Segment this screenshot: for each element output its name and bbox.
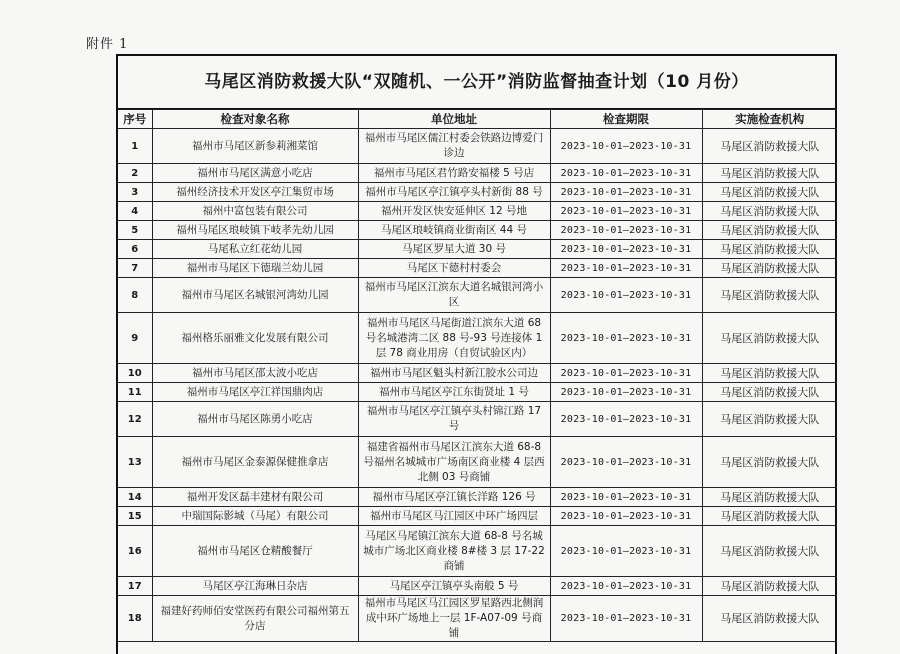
table-row <box>118 507 837 526</box>
row-address: 马尾区琅岐镇商业街南区 44 号 <box>358 221 550 240</box>
row-address: 马尾区罗星大道 30 号 <box>358 240 550 259</box>
row-address: 福州市马尾区江滨东大道名城银河湾小区 <box>358 278 550 313</box>
row-name: 福州格乐丽雅文化发展有限公司 <box>152 313 358 364</box>
row-name: 马尾区亭江海琳日杂店 <box>152 577 358 596</box>
row-address: 福州市马尾区君竹路安福楼 5 号店 <box>358 164 550 183</box>
row-name: 福州市马尾区满意小吃店 <box>152 164 358 183</box>
table-row <box>118 183 837 202</box>
row-address: 马尾区亭江镇亭头南般 5 号 <box>358 577 550 596</box>
row-address: 福建省福州市马尾区江滨东大道 68-8 号福州名城城市广场南区商业楼 4 层西北侧 03 号商铺 <box>358 437 550 488</box>
row-period: 2023-10-01—2023-10-31 <box>550 596 702 642</box>
table-row <box>118 596 837 642</box>
row-number: 14 <box>118 488 152 507</box>
table-row <box>118 129 837 164</box>
row-agency: 马尾区消防救援大队 <box>702 364 837 383</box>
row-number: 5 <box>118 221 152 240</box>
row-name: 福州开发区磊丰建材有限公司 <box>152 488 358 507</box>
row-period: 2023-10-01—2023-10-31 <box>550 278 702 313</box>
row-period: 2023-10-01—2023-10-31 <box>550 221 702 240</box>
row-agency: 马尾区消防救援大队 <box>702 164 837 183</box>
row-period: 2023-10-01—2023-10-31 <box>550 183 702 202</box>
row-period: 2023-10-01—2023-10-31 <box>550 437 702 488</box>
row-agency: 马尾区消防救援大队 <box>702 240 837 259</box>
table-row <box>118 526 837 577</box>
row-period: 2023-10-01—2023-10-31 <box>550 402 702 437</box>
row-name: 中瑞国际影城（马尾）有限公司 <box>152 507 358 526</box>
row-number: 7 <box>118 259 152 278</box>
table-row <box>118 402 837 437</box>
table-row <box>118 364 837 383</box>
row-agency: 马尾区消防救援大队 <box>702 526 837 577</box>
table-row <box>118 164 837 183</box>
column-header-period: 检查期限 <box>550 110 702 129</box>
row-number: 2 <box>118 164 152 183</box>
row-agency: 马尾区消防救援大队 <box>702 437 837 488</box>
row-agency: 马尾区消防救援大队 <box>702 183 837 202</box>
row-address: 福州市马尾区儒江村委会铁路边博爱门诊边 <box>358 129 550 164</box>
row-period: 2023-10-01—2023-10-31 <box>550 507 702 526</box>
inspection-plan-table <box>118 109 837 642</box>
table-row <box>118 240 837 259</box>
attachment-label: 附件 1 <box>86 37 129 52</box>
row-address: 福州市马尾区马江园区中环广场四层 <box>358 507 550 526</box>
row-number: 3 <box>118 183 152 202</box>
row-period: 2023-10-01—2023-10-31 <box>550 488 702 507</box>
row-number: 11 <box>118 383 152 402</box>
inspection-plan-table-frame <box>116 54 837 654</box>
table-row <box>118 313 837 364</box>
row-agency: 马尾区消防救援大队 <box>702 278 837 313</box>
row-name: 福州市马尾区金泰源保健推拿店 <box>152 437 358 488</box>
row-period: 2023-10-01—2023-10-31 <box>550 259 702 278</box>
row-address: 福州市马尾区马江园区罗星路西北侧润成中环广场地上一层 1F-A07-09 号商铺 <box>358 596 550 642</box>
row-address: 马尾区下德村村委会 <box>358 259 550 278</box>
row-period: 2023-10-01—2023-10-31 <box>550 164 702 183</box>
row-period: 2023-10-01—2023-10-31 <box>550 240 702 259</box>
row-agency: 马尾区消防救援大队 <box>702 129 837 164</box>
row-number: 16 <box>118 526 152 577</box>
row-address: 福州市马尾区亭江镇长洋路 126 号 <box>358 488 550 507</box>
row-name: 福州马尾区琅岐镇下岐孝先幼儿园 <box>152 221 358 240</box>
row-number: 1 <box>118 129 152 164</box>
row-period: 2023-10-01—2023-10-31 <box>550 383 702 402</box>
row-period: 2023-10-01—2023-10-31 <box>550 129 702 164</box>
row-name: 福州市马尾区邵太波小吃店 <box>152 364 358 383</box>
row-number: 17 <box>118 577 152 596</box>
table-row <box>118 577 837 596</box>
row-period: 2023-10-01—2023-10-31 <box>550 313 702 364</box>
row-name: 马尾私立红花幼儿园 <box>152 240 358 259</box>
row-name: 福建好药师佰安堂医药有限公司福州第五分店 <box>152 596 358 642</box>
row-agency: 马尾区消防救援大队 <box>702 383 837 402</box>
row-address: 马尾区马尾镇江滨东大道 68-8 号名城城市广场北区商业楼 8#楼 3 层 17-22 商铺 <box>358 526 550 577</box>
table-row <box>118 259 837 278</box>
row-agency: 马尾区消防救援大队 <box>702 577 837 596</box>
row-period: 2023-10-01—2023-10-31 <box>550 202 702 221</box>
row-number: 12 <box>118 402 152 437</box>
row-name: 福州经济技术开发区亭江集贸市场 <box>152 183 358 202</box>
row-name: 福州市马尾区新参莉湘菜馆 <box>152 129 358 164</box>
table-row <box>118 383 837 402</box>
row-number: 15 <box>118 507 152 526</box>
row-number: 18 <box>118 596 152 642</box>
row-address: 福州市马尾区亭江镇亭头村新街 88 号 <box>358 183 550 202</box>
row-agency: 马尾区消防救援大队 <box>702 221 837 240</box>
column-header-no: 序号 <box>118 110 152 129</box>
table-body <box>118 129 837 642</box>
row-number: 13 <box>118 437 152 488</box>
row-period: 2023-10-01—2023-10-31 <box>550 526 702 577</box>
row-name: 福州中富包装有限公司 <box>152 202 358 221</box>
row-agency: 马尾区消防救援大队 <box>702 488 837 507</box>
row-address: 福州市马尾区亭江东街贤址 1 号 <box>358 383 550 402</box>
column-header-name: 检查对象名称 <box>152 110 358 129</box>
table-row <box>118 221 837 240</box>
column-header-agency: 实施检查机构 <box>702 110 837 129</box>
row-address: 福州市马尾区亭江镇亭头村锦江路 17 号 <box>358 402 550 437</box>
row-number: 6 <box>118 240 152 259</box>
table-row <box>118 278 837 313</box>
row-period: 2023-10-01—2023-10-31 <box>550 577 702 596</box>
row-name: 福州市马尾区名城银河湾幼儿园 <box>152 278 358 313</box>
row-agency: 马尾区消防救援大队 <box>702 596 837 642</box>
table-header-row <box>118 110 837 129</box>
row-agency: 马尾区消防救援大队 <box>702 259 837 278</box>
row-number: 8 <box>118 278 152 313</box>
row-name: 福州市马尾区仓精酸餐厅 <box>152 526 358 577</box>
column-header-address: 单位地址 <box>358 110 550 129</box>
row-name: 福州市马尾区下德瑞兰幼儿园 <box>152 259 358 278</box>
row-agency: 马尾区消防救援大队 <box>702 202 837 221</box>
row-agency: 马尾区消防救援大队 <box>702 402 837 437</box>
row-number: 9 <box>118 313 152 364</box>
row-agency: 马尾区消防救援大队 <box>702 507 837 526</box>
row-name: 福州市马尾区陈勇小吃店 <box>152 402 358 437</box>
table-row <box>118 202 837 221</box>
row-address: 福州市马尾区马尾街道江滨东大道 68 号名城港湾二区 88 号-93 号连接体 1 层 78 商业用房（自贸试验区内） <box>358 313 550 364</box>
row-number: 4 <box>118 202 152 221</box>
row-address: 福州市马尾区魁头村新江胶水公司边 <box>358 364 550 383</box>
document-title: 马尾区消防救援大队“双随机、一公开”消防监督抽查计划（10 月份） <box>118 56 835 109</box>
table-row <box>118 488 837 507</box>
row-number: 10 <box>118 364 152 383</box>
row-address: 福州开发区快安延伸区 12 号地 <box>358 202 550 221</box>
row-name: 福州市马尾区亭江祥国鼎肉店 <box>152 383 358 402</box>
row-period: 2023-10-01—2023-10-31 <box>550 364 702 383</box>
table-row <box>118 437 837 488</box>
row-agency: 马尾区消防救援大队 <box>702 313 837 364</box>
